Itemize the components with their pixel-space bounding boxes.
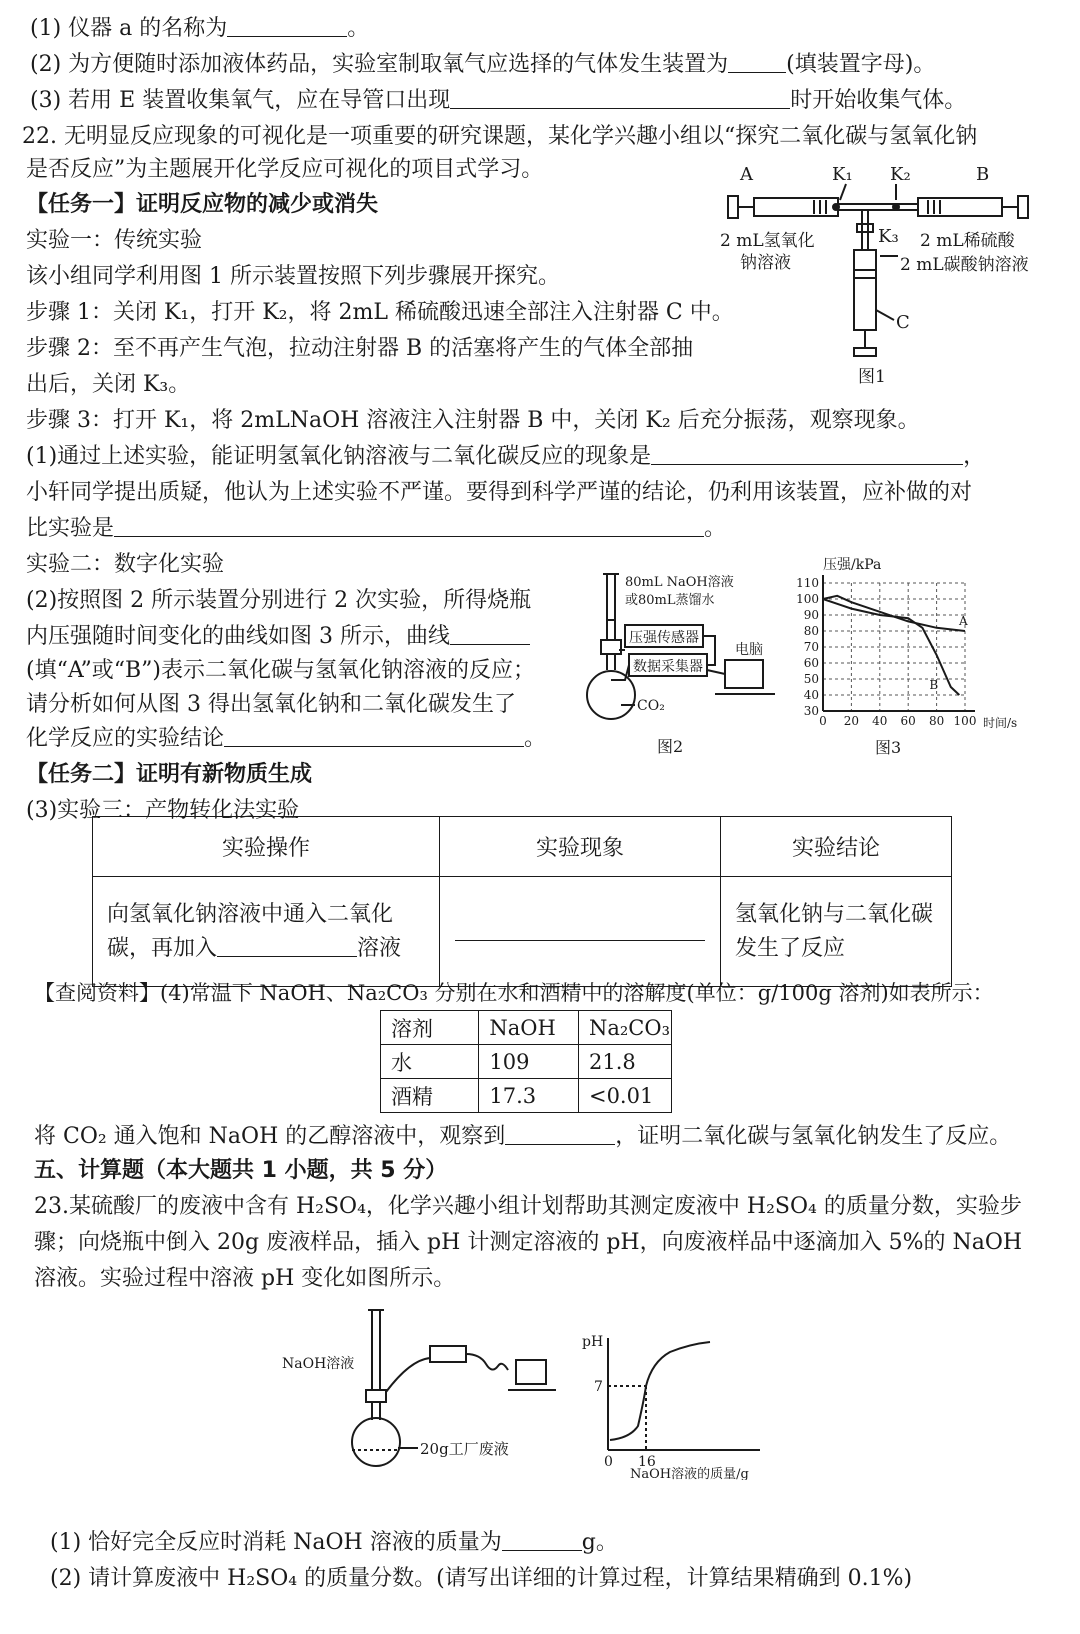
figure-1-apparatus: [718, 160, 1048, 390]
cell-alcohol-naoh: 17.3: [479, 1079, 579, 1113]
sub4-intro: 【查阅资料】(4)常温下 NaOH、Na₂CO₃ 分别在水和酒精中的溶解度(单位：g/100g 溶剂)如表所示：: [34, 981, 994, 1005]
fig3-series-A: [823, 596, 965, 631]
answer-blank[interactable]: [114, 514, 704, 537]
sub1-a: (1)通过上述实验，能证明氢氧化钠溶液与二氧化碳反应的现象是 ，: [26, 444, 986, 469]
fig2-label-sensor: 压强传感器: [629, 630, 699, 646]
step1: 步骤 1：关闭 K₁，打开 K₂，将 2mL 稀硫酸迅速全部注入注射器 C 中。: [26, 300, 734, 325]
fig3-xtick-label: 80: [928, 714, 945, 728]
q23-answer-2: (2) 请计算废液中 H₂SO₄ 的质量分数。(请写出详细的计算过程，计算结果精确到 0.1%): [50, 1566, 913, 1591]
q21-p2: (2) 为方便随时添加液体药品，实验室制取氧气应选择的气体发生装置为 (填装置字母)。: [30, 52, 936, 77]
sub3: (3)实验三：产物转化法实验: [26, 798, 300, 823]
q23-c: 溶液。实验过程中溶液 pH 变化如图所示。: [34, 1266, 456, 1291]
q23-label-waste: 20g工厂废液: [420, 1440, 509, 1458]
th-conclusion: 实验结论: [721, 817, 952, 877]
fig3-ytick-label: 30: [803, 704, 819, 718]
cell-alcohol-na2co3: <0.01: [578, 1079, 671, 1113]
cell-phenomenon: [440, 877, 721, 987]
answer-blank[interactable]: [455, 918, 705, 941]
q22-intro-1: 22. 无明显反应现象的可视化是一项重要的研究课题，某化学兴趣小组以“探究二氧化碳与氢氧化钠: [22, 124, 978, 149]
experiment-table: [92, 816, 952, 987]
answer-blank[interactable]: [227, 14, 347, 37]
answer-blank[interactable]: [450, 86, 790, 109]
fig2-label-computer: 电脑: [735, 642, 763, 658]
answer-blank[interactable]: [505, 1122, 615, 1145]
q23-a: 23.某硫酸厂的废液中含有 H₂SO₄，化学兴趣小组计划帮助其测定废液中 H₂SO₄ 的质量分数，实验步: [34, 1194, 1022, 1219]
ph-chart: [580, 1330, 780, 1480]
label-K1: K₁: [832, 164, 853, 185]
fig3-ytick-label: 110: [796, 576, 819, 590]
fig3-ytick-label: 40: [803, 688, 819, 702]
fig3-ytick-label: 90: [803, 608, 819, 622]
th-naoh: NaOH: [479, 1011, 579, 1045]
label-na2co3: 2 mL碳酸钠溶液: [900, 255, 1029, 275]
fig3-xtick-label: 100: [953, 714, 977, 728]
exp2-heading: 实验二：数字化实验: [26, 552, 225, 577]
th-operation: 实验操作: [93, 817, 440, 877]
fig2-label-top2: 或80mL蒸馏水: [625, 593, 715, 608]
fig3-ylabel: 压强/kPa: [823, 557, 882, 573]
answer-blank[interactable]: [728, 50, 786, 73]
label-B: B: [976, 164, 990, 185]
fig3-xtick-label: 0: [819, 714, 827, 728]
q21-p1: (1) 仪器 a 的名称为 。: [30, 16, 370, 41]
cell-water-na2co3: 21.8: [578, 1045, 671, 1079]
fig2-label-co2: CO₂: [637, 698, 665, 714]
sub4-b: 将 CO₂ 通入饱和 NaOH 的乙醇溶液中，观察到 ，证明二氧化碳与氢氧化钠发生了反应。: [34, 1124, 1012, 1149]
ph-tick-7: 7: [594, 1379, 603, 1395]
q23-apparatus: [280, 1300, 580, 1480]
step3: 步骤 3：打开 K₁，将 2mLNaOH 溶液注入注射器 B 中，关闭 K₂ 后充分振荡，观察现象。: [26, 408, 920, 433]
figure-2-apparatus: [585, 570, 800, 760]
th-solvent: 溶剂: [381, 1011, 479, 1045]
label-naoh-2: 钠溶液: [740, 253, 791, 273]
th-phenomenon: 实验现象: [440, 817, 721, 877]
q23-answer-1: (1) 恰好完全反应时消耗 NaOH 溶液的质量为 g。: [50, 1530, 618, 1555]
answer-blank[interactable]: [224, 724, 524, 747]
q23-label-naoh: NaOH溶液: [282, 1356, 355, 1372]
figure-2-caption: 图2: [657, 737, 684, 756]
fig3-xtick-label: 60: [900, 714, 916, 728]
exp1-desc: 该小组同学利用图 1 所示装置按照下列步骤展开探究。: [26, 264, 560, 289]
answer-blank[interactable]: [502, 1528, 582, 1551]
ph-xlabel: NaOH溶液的质量/g: [630, 1467, 749, 1480]
step2a: 步骤 2：至不再产生气泡，拉动注射器 B 的活塞将产生的气体全部抽: [26, 336, 694, 361]
sub1-c: 比实验是 。: [26, 516, 727, 541]
figure-3-chart: [795, 555, 1035, 760]
step2b: 出后，关闭 K₃。: [26, 372, 191, 397]
label-K3: K₃: [878, 226, 899, 247]
sub2-b: 内压强随时间变化的曲线如图 3 所示，曲线: [26, 622, 530, 652]
ph-axis-label: pH: [582, 1334, 604, 1350]
cell-water: 水: [381, 1045, 479, 1079]
sub2-a: (2)按照图 2 所示装置分别进行 2 次实验，所得烧瓶: [26, 588, 532, 613]
ph-curve: [610, 1342, 710, 1440]
section5-title: 五、计算题（本大题共 1 小题，共 5 分）: [34, 1158, 448, 1183]
answer-blank[interactable]: [217, 934, 357, 957]
figure-3-caption: 图3: [875, 738, 902, 757]
fig2-label-collector: 数据采集器: [633, 659, 703, 675]
exp1-heading: 实验一：传统实验: [26, 228, 203, 253]
fig2-label-top1: 80mL NaOH溶液: [625, 575, 734, 590]
fig3-ytick-label: 60: [803, 656, 819, 670]
fig3-ytick-label: 70: [803, 640, 819, 654]
q22-intro-2: 是否反应”为主题展开化学反应可视化的项目式学习。: [26, 157, 544, 182]
label-A: A: [740, 164, 753, 185]
fig3-xtick-label: 40: [872, 714, 888, 728]
cell-alcohol: 酒精: [381, 1079, 479, 1113]
fig3-xlabel: 时间/s: [983, 716, 1018, 730]
sub2-e: 化学反应的实验结论 。: [26, 726, 547, 751]
fig3-ytick-label: 50: [803, 672, 819, 686]
ph-tick-16: 16: [638, 1454, 656, 1470]
label-C: C: [896, 312, 910, 333]
q21-p3: (3) 若用 E 装置收集氧气，应在导管口出现 时开始收集气体。: [30, 88, 967, 113]
answer-blank[interactable]: [450, 622, 530, 645]
q23-b: 骤；向烧瓶中倒入 20g 废液样品，插入 pH 计测定溶液的 pH，向废液样品中逐滴加入 5%的 NaOH: [34, 1230, 1023, 1255]
label-h2so4: 2 mL稀硫酸: [920, 231, 1015, 251]
label-naoh-1: 2 mL氢氧化: [720, 231, 815, 251]
fig3-ytick-label: 100: [796, 592, 819, 606]
figure-1-caption: 图1: [858, 367, 886, 387]
task1-heading: 【任务一】证明反应物的减少或消失: [26, 192, 379, 217]
sub2-c: (填“A”或“B”)表示二氧化碳与氢氧化钠溶液的反应；: [26, 658, 535, 683]
cell-water-naoh: 109: [479, 1045, 579, 1079]
ph-tick-0: 0: [604, 1454, 613, 1470]
cell-conclusion: 氢氧化钠与二氧化碳 发生了反应: [721, 877, 952, 987]
task2-heading: 【任务二】证明有新物质生成: [26, 762, 313, 787]
label-K2: K₂: [890, 164, 911, 185]
fig3-xtick-label: 20: [843, 714, 860, 728]
fig3-ytick-label: 80: [803, 624, 819, 638]
solubility-table: [380, 1010, 672, 1113]
answer-blank[interactable]: [651, 442, 963, 465]
fig3-series-label: A: [959, 614, 968, 628]
th-na2co3: Na₂CO₃: [578, 1011, 671, 1045]
sub1-b: 小轩同学提出质疑，他认为上述实验不严谨。要得到科学严谨的结论，仍利用该装置，应补做的对: [26, 480, 973, 505]
cell-operation: 向氢氧化钠溶液中通入二氧化 碳，再加入 溶液: [93, 877, 440, 987]
sub2-d: 请分析如何从图 3 得出氢氧化钠和二氧化碳发生了: [26, 692, 516, 717]
fig3-series-label: B: [929, 678, 939, 692]
